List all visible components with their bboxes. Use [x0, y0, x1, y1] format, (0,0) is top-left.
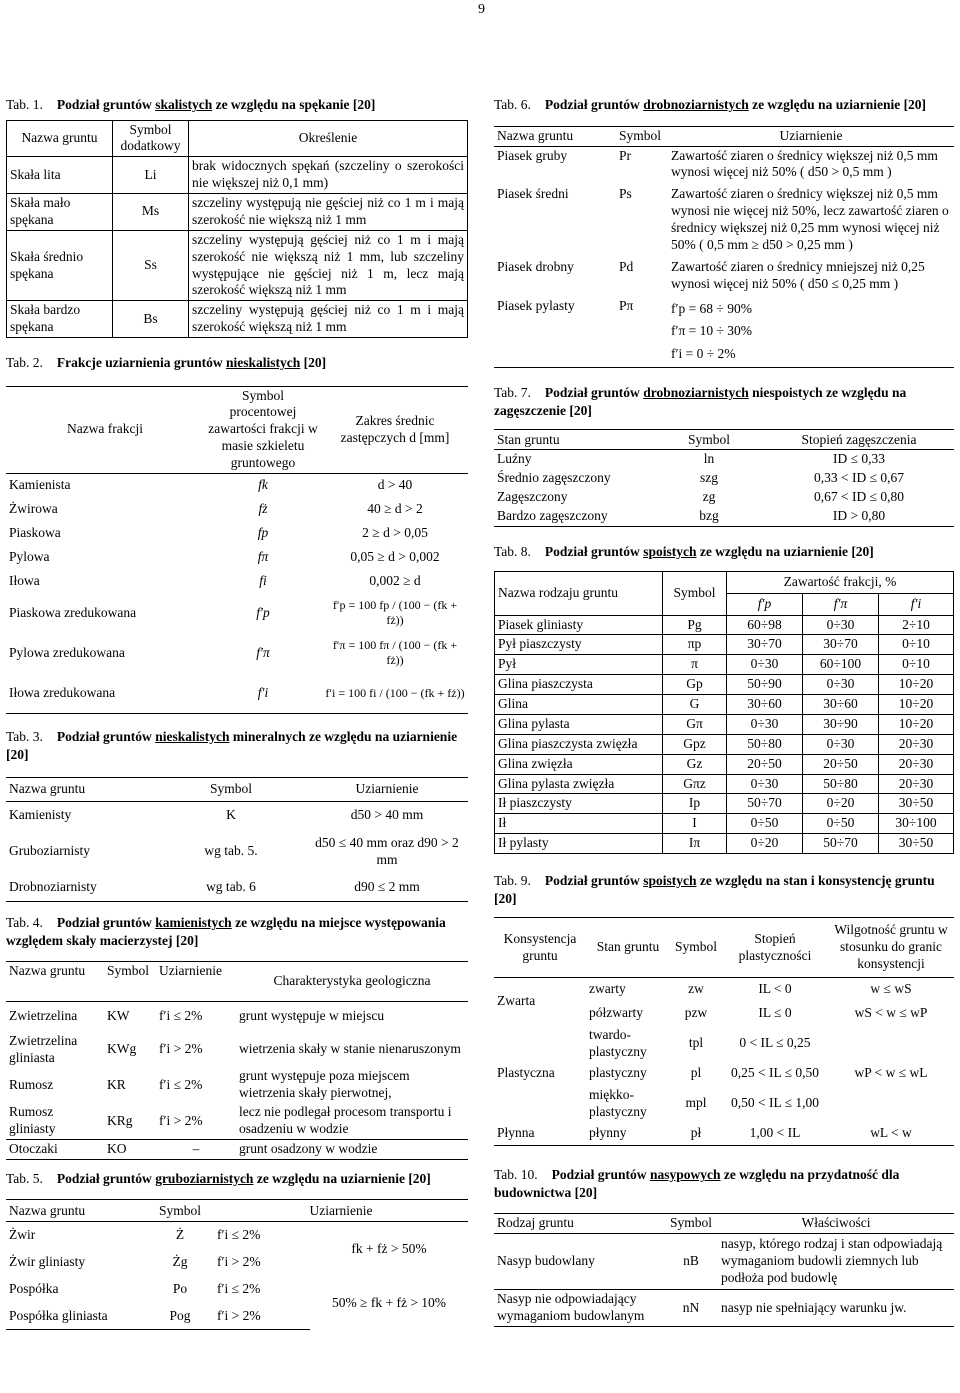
table-row: Skała średnio spękana Ss szczeliny występują gęściej niż co 1 m i mają szerokość nie większą niż 1 mm, lub szczeliny występujące nie gęściej niż 1 m, lecz mają szerokość większą niż 1 mm — [7, 230, 468, 301]
table-6: Nazwa gruntu Symbol Uziarnienie Piasek gruby Pr Zawartość ziaren o średnicy większej niż 0,5 mm wynosi więcej niż 50% ( d50 > 0,5 mm ) Piasek średni Ps Zawartość ziaren o średnicy większej niż 0,5 mm wynosi nie więcej niż 50%, lecz zawartość ziaren o średnicy większej niż 0,25 mm wynosi więcej niż 50% ( 0,5 mm ≥ d50 > 0,25 mm ) Piasek drobny Pd Zawartość ziaren o średnicy mniejszej niż 0,25 wynosi więcej niż 50% ( d50 ≤ 0,25 mm ) Piasek pylasty Pπ f′p = 68 ÷ 90% f′π = 10 ÷ 30% f′i = 0 ÷ 2% — [494, 126, 954, 369]
table-row: Skała mało spękana Ms szczeliny występują nie gęściej niż co 1 m i mają szerokość nie większą niż 1 mm — [7, 194, 468, 231]
table-8: Nazwa rodzaju gruntu Symbol Zawartość frakcji, % f′p f′π f′i Piasek gliniasty Pg 60÷98 0÷30 2÷10 Pył piaszczysty πp 30÷70 30÷70 0÷10 Pył π 0÷30 60÷100 0÷10 Glina piaszczysta Gp 50÷90 0÷30 10÷20 Glina G 30÷60 30÷60 10÷20 Glina pylasta Gπ 0÷30 30÷90 10÷20 Glina piaszczysta zwięzła Gpz 50÷80 0÷30 20÷30 Glina zwięzła Gz 20÷50 20÷50 20÷30 Glina pylasta zwięzła Gπz 0÷30 50÷80 20÷30 Ił piaszczysty Ip 50÷70 0÷20 30÷50 Ił I 0÷50 0÷50 30÷100 Ił pylasty Iπ 0÷20 50÷70 30÷50 — [494, 571, 954, 855]
right-column — [494, 96, 954, 1327]
table-row: Skała lita Li brak widocznych spękań (szczeliny o szerokości nie większej niż 0,1 mm) — [7, 157, 468, 194]
table-9: Konsystencja gruntu Stan gruntu Symbol Stopień plastyczności Wilgotność gruntu w stosunku do granic konsystencji Zwarta zwarty zw IL < 0 w ≤ wS półzwarty pzw IL ≤ 0 wS < w ≤ wP Plastyczna twardo-plastyczny tpl 0 < IL ≤ 0,25 wP < w ≤ wL plastyczny pl 0,25 < IL ≤ 0,50 miękko-plastyczny mpl 0,50 < IL ≤ 1,00 Płynna płynny pł 1,00 < IL wL < w — [494, 917, 954, 1146]
table-4: Nazwa gruntu Symbol Uziarnienie Charakterystyka geologiczna Zwietrzelina KW f′i ≤ 2% grunt występuje w miejscu Zwietrzelina gliniasta KWg f′i > 2% wietrzenia skały w stanie nienaruszonym Rumosz KR f′i ≤ 2% grunt występuje poza miejscem wietrzenia skały pierwotnej, Rumosz gliniasty KRg f′i > 2% lecz nie podlegał procesom transportu i osadzeniu w wodzie Otoczaki KO – grunt osadzony w wodzie — [6, 961, 468, 1160]
table-8-caption: Tab. 8. Podział gruntów spoistych ze względu na uziarnienie [20] — [494, 543, 874, 559]
table-3: Nazwa gruntu Symbol Uziarnienie Kamienisty K d50 > 40 mm Gruboziarnisty wg tab. 5. d50 ≤ 40 mm oraz d90 > 2 mm Drobnoziarnisty wg tab. 6 d90 ≤ 2 mm — [6, 777, 468, 902]
table-row: Skała bardzo spękana Bs szczeliny występują gęściej niż co 1 m i mają szerokość większą niż 1 mm — [7, 301, 468, 338]
table-10: Rodzaj gruntu Symbol Właściwości Nasyp budowlany nB nasyp, którego rodzaj i stan odpowiadają wymaganiom budowli ziemnych lub podłoża pod budowlę Nasyp nie odpowiadający wymaganiom budowlanym nN nasyp nie spełniający warunku jw. — [494, 1213, 954, 1327]
table-2-caption: Tab. 2. Frakcje uziarnienia gruntów nieskalistych [20] — [6, 355, 327, 371]
table-2: Nazwa frakcji Symbol procentowej zawartości frakcji w masie szkieletu gruntowego Zakres średnic zastępczych d [mm] Kamienista fk d > 40 Żwirowa fż 40 ≥ d > 2 Piaskowa fp 2 ≥ d > 0,05 Pylowa fπ 0,05 ≥ d > 0,002 Iłowa fi 0,002 ≥ d Piaskowa zredukowana f′p f′p = 100 fp / (100 − (fk + fż)) Pylowa zredukowana f′π f′π = 100 fπ / (100 − (fk + fż)) Iłowa zredukowana f′i f′i = 100 fi / (100 − (fk + fż)) — [6, 386, 468, 714]
table-3-caption: Tab. 3. Podział gruntów nieskalistych mineralnych ze względu na uziarnienie [20] — [6, 728, 458, 762]
page-number: 9 — [478, 2, 485, 17]
table-10-caption: Tab. 10. Podział gruntów nasypowych ze względu na przydatność dla budownictwa [20] — [494, 1167, 900, 1200]
table-1-caption: Tab. 1. Podział gruntów skalistych ze względu na spękanie [20] — [6, 97, 376, 112]
table-5: Nazwa gruntu Symbol Uziarnienie Żwir Ż f′i ≤ 2% fk + fż > 50% Żwir gliniasty Żg f′i > 2% Pospółka Po f′i ≤ 2% 50% ≥ fk + fż > 10% Pospółka gliniasta Pog f′i > 2% — [6, 1199, 468, 1330]
table-4-caption: Tab. 4. Podział gruntów kamienistych ze względu na miejsce występowania względem skały macierzystej [20] — [6, 915, 446, 948]
table-1: Nazwa gruntu Symbol dodatkowy Określenie Skała lita Li brak widocznych spękań (szczeliny o szerokości nie większej niż 0,1 mm) Skała mało spękana Ms szczeliny występują nie gęściej niż co 1 m i mają szerokość nie większą niż 1 mm Skała średnio spękana Ss szczeliny występują gęściej niż co 1 m i mają szerokość nie większą niż 1 mm, lub szczeliny występujące nie gęściej niż 1 m, lecz mają szerokość większą niż 1 mm Skała bardzo spękana Bs szczeliny występują gęściej niż co 1 m i mają szerokość większą niż 1 mm — [6, 120, 468, 339]
table-5-caption: Tab. 5. Podział gruntów gruboziarnistych ze względu na uziarnienie [20] — [6, 1170, 431, 1186]
table-7: Stan gruntu Symbol Stopień zagęszczenia Luźny ln ID ≤ 0,33 Średnio zagęszczony szg 0,33 < ID ≤ 0,67 Zagęszczony zg 0,67 < ID ≤ 0,80 Bardzo zagęszczony bzg ID > 0,80 — [494, 429, 954, 527]
left-column — [6, 96, 468, 1330]
table-7-caption: Tab. 7. Podział gruntów drobnoziarnistych niespoistych ze względu na zagęszczenie [20] — [494, 385, 907, 418]
table-6-caption: Tab. 6. Podział gruntów drobnoziarnistych ze względu na uziarnienie [20] — [494, 97, 927, 112]
table-9-caption: Tab. 9. Podział gruntów spoistych ze względu na stan i konsystencję gruntu [20] — [494, 873, 935, 906]
